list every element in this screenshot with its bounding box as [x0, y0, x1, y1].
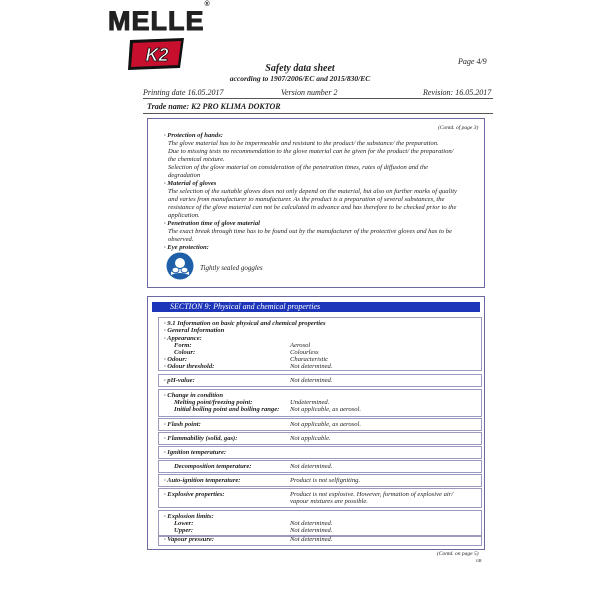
text-line: The glove material has to be impermeable and resistant to the product/ the substance/ the preparation.	[168, 140, 439, 147]
contd-from-page: (Contd. of page 3)	[438, 125, 479, 131]
form-value: Aerosol	[290, 342, 311, 349]
flash-value: Not applicable, as aerosol.	[290, 421, 362, 428]
contd-on-page: (Contd. on page 5)	[437, 551, 479, 557]
text-line: observed.	[168, 236, 194, 243]
document-subtitle: according to 1907/2006/EC and 2015/830/EC	[229, 74, 371, 83]
vapour-value: Not determined.	[290, 536, 333, 543]
melle-logo	[108, 1, 211, 37]
general-info: · General Information	[164, 327, 225, 334]
k2-logo-text: K2	[145, 45, 169, 65]
section9-title: SECTION 9: Physical and chemical properties	[152, 302, 480, 312]
decomposition-label: Decomposition temperature:	[174, 463, 252, 470]
autoignition-label: · Auto-ignition temperature:	[164, 477, 241, 484]
colour-label: Colour:	[174, 349, 196, 356]
goggles-icon	[166, 252, 194, 280]
text-line: Selection of the glove material on consideration of the penetration times, rates of diffusion and the	[168, 164, 429, 171]
odour-value: Characteristic	[290, 356, 329, 363]
vapour-label: · Vapour pressure:	[164, 536, 215, 543]
registered-mark: ®	[204, 1, 211, 8]
trade-name-divider	[143, 113, 493, 114]
melting-label: Melting point/freezing point:	[174, 399, 253, 406]
hands-heading: · Protection of hands:	[164, 132, 223, 139]
appearance-label: · Appearance:	[164, 335, 202, 342]
explosive-value-cont: vapour mixtures are possible.	[290, 498, 368, 505]
lower-value: Not determined.	[290, 520, 333, 527]
country-code: GB	[476, 558, 482, 563]
explosion-limits-label: · Explosion limits:	[164, 513, 214, 520]
odour-threshold-value: Not determined.	[290, 363, 333, 370]
explosive-label: · Explosive properties:	[164, 491, 225, 498]
upper-value: Not determined.	[290, 527, 333, 534]
text-line: application.	[168, 212, 200, 219]
printing-date: Printing date 16.05.2017	[143, 88, 224, 97]
goggles-label: Tightly sealed goggles	[200, 264, 263, 272]
autoignition-value: Product is not selfigniting.	[290, 477, 361, 484]
penetration-heading: · Penetration time of glove material	[164, 220, 260, 227]
boiling-label: Initial boiling point and boiling range:	[174, 406, 280, 413]
flammability-value: Not applicable.	[290, 435, 331, 442]
ignition-label: · Ignition temperature:	[164, 449, 227, 456]
text-line: the chemical mixture.	[168, 156, 225, 163]
melting-value: Undetermined.	[290, 399, 330, 406]
odour-threshold-label: · Odour threshold:	[164, 363, 215, 370]
text-line: degradation	[168, 172, 201, 179]
version-number: Version number 2	[281, 88, 338, 97]
flash-label: · Flash point:	[164, 421, 201, 428]
page-number: Page 4/9	[458, 57, 487, 66]
text-line: and varies from manufacturer to manufacturer. As the product is a preparation of several substances, the	[168, 196, 445, 203]
explosive-value: Product is not explosive. However, formation of explosive air/	[290, 491, 454, 498]
info-title: · 9.1 Information on basic physical and chemical properties	[164, 320, 326, 327]
melle-logo-text: MELLE	[108, 6, 205, 36]
header-divider	[143, 98, 493, 99]
lower-label: Lower:	[174, 520, 194, 527]
eye-protection-heading: · Eye protection:	[164, 244, 209, 251]
trade-name: Trade name: K2 PRO KLIMA DOKTOR	[147, 102, 281, 111]
odour-label: · Odour:	[164, 356, 188, 363]
flammability-label: · Flammability (solid, gas):	[164, 435, 238, 442]
glove-material-heading: · Material of gloves	[164, 180, 217, 187]
form-label: Form:	[174, 342, 192, 349]
colour-value: Colourless	[290, 349, 319, 356]
protection-section	[147, 118, 485, 288]
text-line: The exact break through time has to be found out by the manufacturer of the protective gloves and has to be	[168, 228, 452, 235]
text-line: resistance of the glove material can not be calculated in advance and has therefore to be checked prior to the	[168, 204, 457, 211]
text-line: The selection of the suitable gloves does not only depend on the material, but also on further marks of quality	[168, 188, 457, 195]
ph-label: · pH-value:	[164, 377, 195, 384]
text-line: Due to missing tests no recommendation to the glove material can be given for the product/ the preparation/	[168, 148, 454, 155]
revision-date: Revision: 16.05.2017	[423, 88, 492, 97]
upper-label: Upper:	[174, 527, 194, 534]
document-title: Safety data sheet	[265, 63, 335, 74]
change-condition-label: · Change in condition	[164, 392, 223, 399]
decomposition-value: Not determined.	[290, 463, 333, 470]
boiling-value: Not applicable, as aerosol.	[290, 406, 362, 413]
section9	[147, 296, 485, 550]
ph-value: Not determined.	[290, 377, 333, 384]
